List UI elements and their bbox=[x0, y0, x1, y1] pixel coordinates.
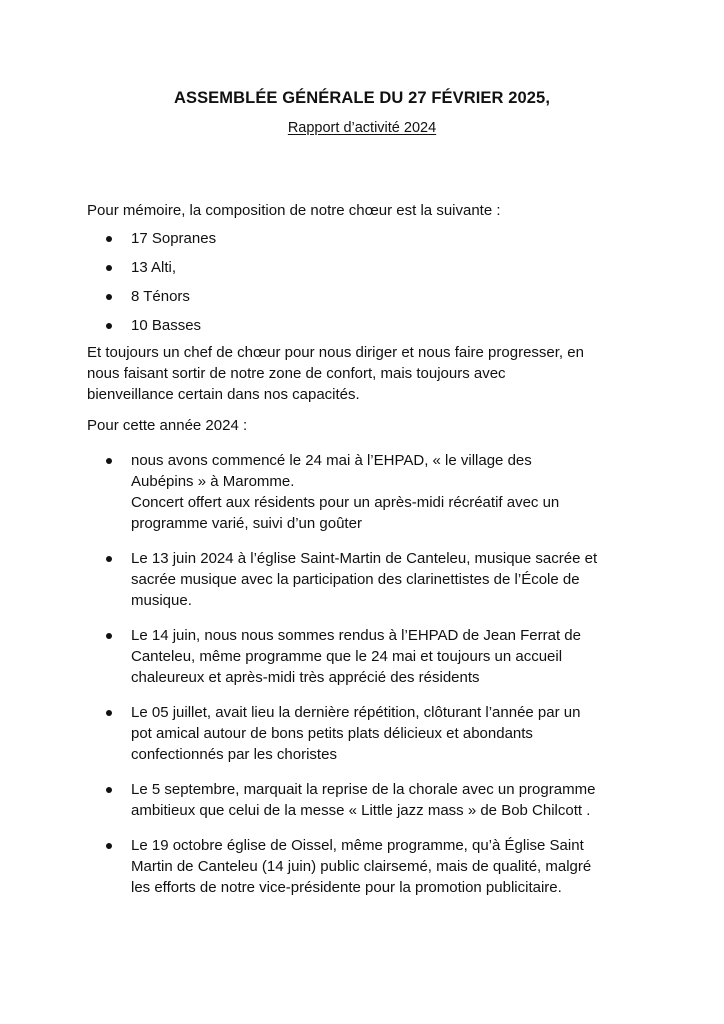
list-item bbox=[87, 779, 647, 821]
list-item-text: 13 Alti, bbox=[131, 259, 177, 276]
year-intro: Pour cette année 2024 : bbox=[87, 417, 248, 434]
intro-paragraph: Pour mémoire, la composition de notre chœur est la suivante : bbox=[87, 202, 501, 219]
bullet-icon bbox=[106, 787, 112, 793]
bullet-icon bbox=[106, 458, 112, 464]
event-line: chaleureux et après-midi très apprécié des résidents bbox=[131, 669, 480, 686]
event-line: les efforts de notre vice-présidente pour la promotion publicitaire. bbox=[131, 879, 562, 896]
bullet-icon bbox=[106, 265, 112, 271]
document-body bbox=[87, 200, 647, 912]
list-item bbox=[87, 548, 647, 611]
list-item bbox=[87, 228, 647, 249]
paragraph-line: nous faisant sortir de notre zone de confort, mais toujours avec bbox=[87, 365, 506, 382]
list-item bbox=[87, 257, 647, 278]
event-line: nous avons commencé le 24 mai à l’EHPAD, « le village des bbox=[131, 452, 532, 469]
list-item-text: 8 Ténors bbox=[131, 288, 190, 305]
event-line: Le 05 juillet, avait lieu la dernière répétition, clôturant l’année par un bbox=[131, 704, 581, 721]
event-line: ambitieux que celui de la messe « Little jazz mass » de Bob Chilcott . bbox=[131, 802, 591, 819]
event-line: Martin de Canteleu (14 juin) public clairsemé, mais de qualité, malgré bbox=[131, 858, 592, 875]
event-line: Concert offert aux résidents pour un après-midi récréatif avec un bbox=[131, 494, 560, 511]
document-title: ASSEMBLÉE GÉNÉRALE DU 27 FÉVRIER 2025, bbox=[173, 89, 551, 107]
list-item bbox=[87, 315, 647, 336]
bullet-icon bbox=[106, 633, 112, 639]
document-subtitle: Rapport d’activité 2024 bbox=[287, 120, 437, 136]
event-line: Le 19 octobre église de Oissel, même programme, qu’à Église Saint bbox=[131, 837, 584, 854]
bullet-icon bbox=[106, 710, 112, 716]
bullet-icon bbox=[106, 236, 112, 242]
event-line: Le 13 juin 2024 à l’église Saint-Martin de Canteleu, musique sacrée et bbox=[131, 550, 598, 567]
list-item-text: 17 Sopranes bbox=[131, 230, 217, 247]
paragraph-line: Et toujours un chef de chœur pour nous diriger et nous faire progresser, en bbox=[87, 344, 584, 361]
paragraph-line: bienveillance certain dans nos capacités. bbox=[87, 386, 360, 403]
composition-list bbox=[87, 228, 647, 336]
chef-paragraph bbox=[87, 342, 647, 405]
list-item bbox=[87, 450, 647, 534]
bullet-icon bbox=[106, 323, 112, 329]
list-item bbox=[87, 702, 647, 765]
event-line: pot amical autour de bons petits plats délicieux et abondants bbox=[131, 725, 533, 742]
list-item bbox=[87, 835, 647, 898]
list-item bbox=[87, 286, 647, 307]
list-item-text: 10 Basses bbox=[131, 317, 202, 334]
event-line: sacrée musique avec la participation des clarinettistes de l’École de bbox=[131, 571, 580, 588]
event-line: confectionnés par les choristes bbox=[131, 746, 337, 763]
event-line: Aubépins » à Maromme. bbox=[131, 473, 295, 490]
events-list bbox=[87, 450, 647, 898]
event-line: programme varié, suivi d’un goûter bbox=[131, 515, 362, 532]
list-item bbox=[87, 625, 647, 688]
event-line: Le 5 septembre, marquait la reprise de la chorale avec un programme bbox=[131, 781, 596, 798]
bullet-icon bbox=[106, 843, 112, 849]
event-line: Le 14 juin, nous nous sommes rendus à l’EHPAD de Jean Ferrat de bbox=[131, 627, 581, 644]
bullet-icon bbox=[106, 294, 112, 300]
event-line: Canteleu, même programme que le 24 mai et toujours un accueil bbox=[131, 648, 563, 665]
bullet-icon bbox=[106, 556, 112, 562]
event-line: musique. bbox=[131, 592, 192, 609]
